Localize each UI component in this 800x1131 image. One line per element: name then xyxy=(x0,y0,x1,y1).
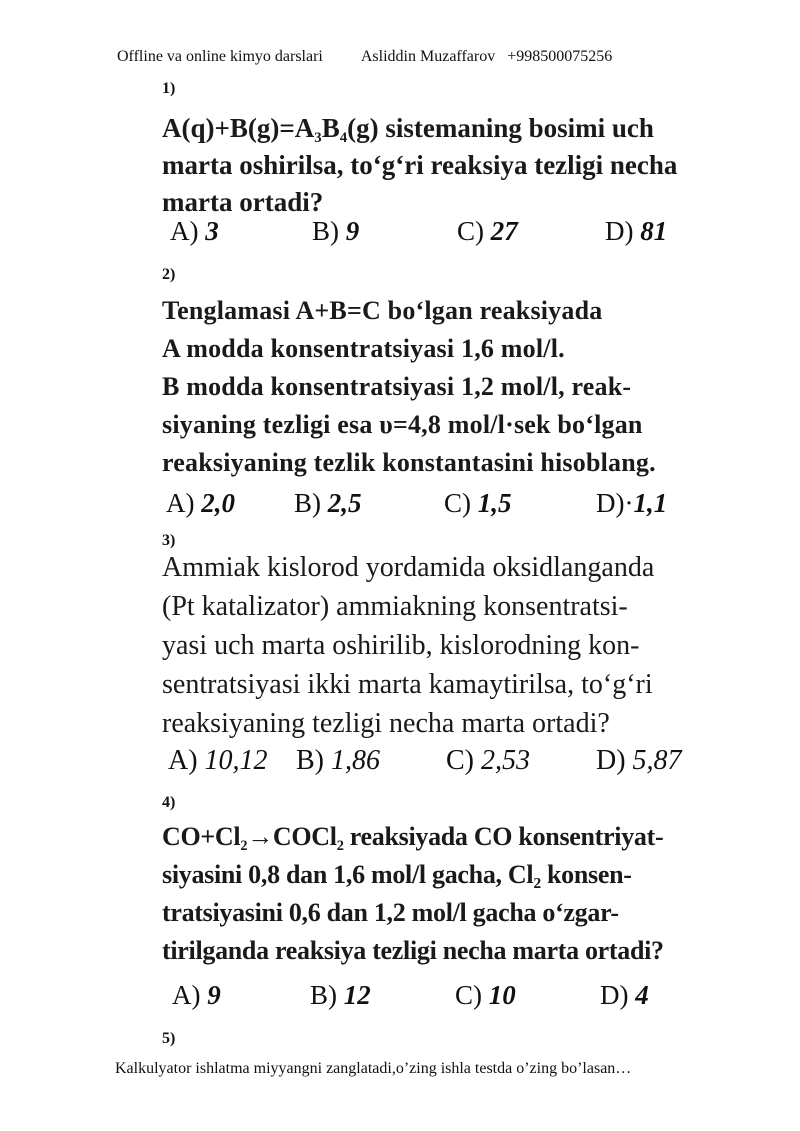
question-number: 1) xyxy=(162,80,176,97)
question-1-text xyxy=(162,110,782,221)
question-2-line-5: reaksiyaning tezlik konstantasini hisoblang. xyxy=(162,448,656,477)
option-a[interactable]: A) 10,12 xyxy=(168,745,268,776)
question-2-line-1: Tenglamasi A+B=C bo‘lgan reaksiyada xyxy=(162,296,603,325)
option-d[interactable]: D)·1,1 xyxy=(596,488,668,518)
option-a[interactable]: A) 2,0 xyxy=(166,488,235,518)
question-1-line-2: marta oshirilsa, to‘g‘ri reaksiya tezligi necha xyxy=(162,150,678,180)
question-4-line-4: tirilganda reaksiya tezligi necha marta ortadi? xyxy=(162,936,664,965)
question-number: 2) xyxy=(162,266,176,283)
option-d[interactable]: D) 81 xyxy=(605,216,668,246)
option-a[interactable]: A) 3 xyxy=(170,216,219,246)
question-1-line-1: $A(q)+B(g)=A_3B_4(g)$ sistemaning bosimi uch xyxy=(162,113,654,147)
option-b[interactable]: B) 9 xyxy=(312,216,360,246)
option-a[interactable]: A) 9 xyxy=(172,980,221,1010)
question-4-line-1: $CO+Cl_2\to COCl_2$ reaksiyada CO konsentriyat- xyxy=(162,822,664,854)
question-4-line-2: siyasini 0,8 dan 1,6 mol/l gacha, Cl₂ konsen- xyxy=(162,860,632,889)
question-number: 4) xyxy=(162,794,176,811)
page-footer: Kalkulyator ishlatma miyyangni zanglatadi,o’zing ishla testda o’zing bo’lasan… xyxy=(115,1060,632,1077)
option-c[interactable]: C) 10 xyxy=(455,980,516,1010)
option-d[interactable]: D) 4 xyxy=(600,980,649,1010)
page-header xyxy=(117,48,612,66)
header-phone: +998500075256 xyxy=(507,48,613,65)
header-title: Offline va online kimyo darslari xyxy=(117,48,323,65)
question-1-line-3: marta ortadi? xyxy=(162,187,324,217)
question-2-line-4: siyaning tezligi esa υ=4,8 mol/l·sek bo‘lgan xyxy=(162,410,643,439)
question-2-options xyxy=(166,488,766,519)
question-4-options xyxy=(172,980,772,1011)
option-b[interactable]: B) 12 xyxy=(310,980,371,1010)
option-c[interactable]: C) 27 xyxy=(457,216,518,246)
question-3-line-1: Ammiak kislorod yordamida oksidlanganda xyxy=(162,552,655,583)
question-3-line-2: (Pt katalizator) ammiakning konsentratsi- xyxy=(162,591,628,622)
option-b[interactable]: B) 2,5 xyxy=(294,488,362,518)
option-b[interactable]: B) 1,86 xyxy=(296,745,380,776)
question-3-line-5: reaksiyaning tezligi necha marta ortadi? xyxy=(162,708,610,739)
question-2-line-3: B modda konsentratsiyasi 1,2 mol/l, reak- xyxy=(162,372,632,401)
question-4-line-3: tratsiyasini 0,6 dan 1,2 mol/l gacha o‘zgar- xyxy=(162,898,619,927)
option-c[interactable]: C) 1,5 xyxy=(444,488,512,518)
question-number: 5) xyxy=(162,1030,176,1047)
question-2-text xyxy=(162,292,782,482)
question-3-text xyxy=(162,548,782,743)
option-d[interactable]: D) 5,87 xyxy=(596,745,682,776)
question-number: 3) xyxy=(162,532,176,549)
question-3-options xyxy=(168,745,768,777)
question-1-options xyxy=(170,216,770,247)
question-3-line-3: yasi uch marta oshirilib, kislorodning kon- xyxy=(162,630,640,661)
option-c[interactable]: C) 2,53 xyxy=(446,745,530,776)
question-2-line-2: A modda konsentratsiyasi 1,6 mol/l. xyxy=(162,334,565,363)
header-author: Asliddin Muzaffarov xyxy=(360,48,496,65)
question-4-text xyxy=(162,818,782,970)
question-3-line-4: sentratsiyasi ikki marta kamaytirilsa, to‘g‘ri xyxy=(162,669,653,700)
